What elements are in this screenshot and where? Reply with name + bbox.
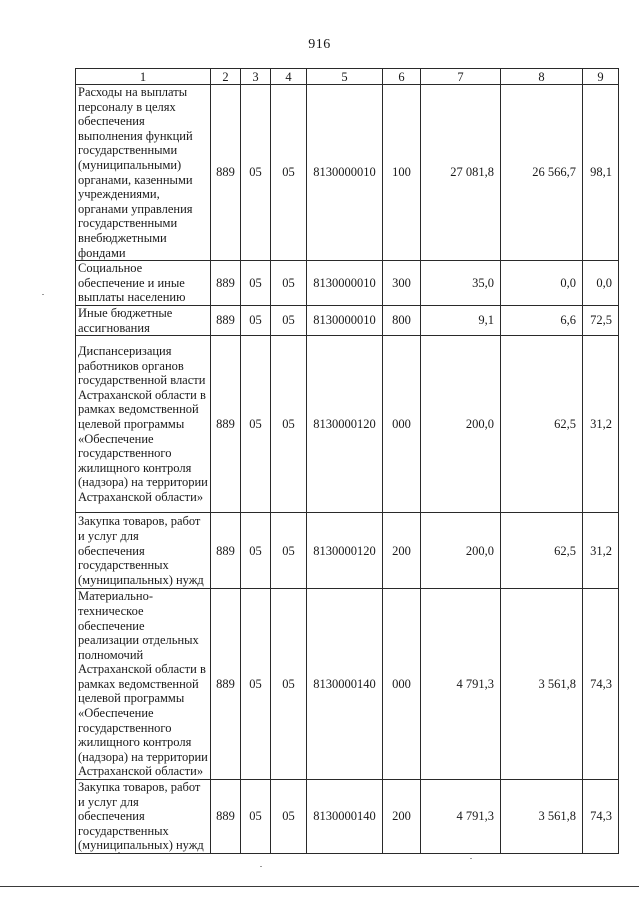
executed-amount: 3 561,8 [501, 780, 583, 854]
column-header: 7 [421, 69, 501, 85]
table-row [76, 261, 619, 306]
subsection-code: 05 [271, 306, 307, 336]
target-article-code: 8130000140 [307, 589, 383, 780]
target-article-code: 8130000010 [307, 306, 383, 336]
execution-percent: 72,5 [583, 306, 619, 336]
executed-amount: 62,5 [501, 336, 583, 513]
expense-type-code: 000 [383, 336, 421, 513]
expense-type-code: 200 [383, 780, 421, 854]
expense-type-code: 100 [383, 85, 421, 261]
target-article-code: 8130000140 [307, 780, 383, 854]
ministry-code: 889 [211, 261, 241, 306]
planned-amount: 200,0 [421, 513, 501, 589]
table-row [76, 306, 619, 336]
section-code: 05 [241, 780, 271, 854]
section-code: 05 [241, 261, 271, 306]
scan-speck [260, 866, 262, 867]
subsection-code: 05 [271, 513, 307, 589]
executed-amount: 26 566,7 [501, 85, 583, 261]
expense-type-code: 300 [383, 261, 421, 306]
section-code: 05 [241, 589, 271, 780]
ministry-code: 889 [211, 306, 241, 336]
expense-name: Материально-техническое обеспечение реализации отдельных полномочий Астраханской области в рамках ведомственной целевой программы «Обеспечение государственного жилищного контроля (надзора) на территории Астраханской области» [76, 589, 211, 780]
column-header: 2 [211, 69, 241, 85]
expense-name: Расходы на выплаты персоналу в целях обеспечения выполнения функций государственными (муниципальными) органами, казенными учреждениями, органами управления государственными внебюджетными фондами [76, 85, 211, 261]
expense-name: Закупка товаров, работ и услуг для обеспечения государственных (муниципальных) нужд [76, 513, 211, 589]
column-header: 4 [271, 69, 307, 85]
execution-percent: 0,0 [583, 261, 619, 306]
subsection-code: 05 [271, 261, 307, 306]
ministry-code: 889 [211, 513, 241, 589]
execution-percent: 74,3 [583, 589, 619, 780]
section-code: 05 [241, 336, 271, 513]
table-row [76, 336, 619, 513]
expense-type-code: 000 [383, 589, 421, 780]
executed-amount: 62,5 [501, 513, 583, 589]
ministry-code: 889 [211, 336, 241, 513]
planned-amount: 200,0 [421, 336, 501, 513]
planned-amount: 35,0 [421, 261, 501, 306]
target-article-code: 8130000010 [307, 261, 383, 306]
table-row [76, 85, 619, 261]
expense-name: Социальное обеспечение и иные выплаты населению [76, 261, 211, 306]
expense-type-code: 800 [383, 306, 421, 336]
scan-speck [42, 294, 44, 295]
table-row [76, 780, 619, 854]
ministry-code: 889 [211, 589, 241, 780]
subsection-code: 05 [271, 589, 307, 780]
planned-amount: 27 081,8 [421, 85, 501, 261]
section-code: 05 [241, 85, 271, 261]
planned-amount: 4 791,3 [421, 780, 501, 854]
expense-name: Закупка товаров, работ и услуг для обеспечения государственных (муниципальных) нужд [76, 780, 211, 854]
column-header: 1 [76, 69, 211, 85]
scan-speck [470, 858, 472, 859]
executed-amount: 3 561,8 [501, 589, 583, 780]
target-article-code: 8130000120 [307, 513, 383, 589]
table-row [76, 589, 619, 780]
expense-name: Иные бюджетные ассигнования [76, 306, 211, 336]
budget-table [75, 68, 619, 854]
column-header: 6 [383, 69, 421, 85]
executed-amount: 6,6 [501, 306, 583, 336]
expense-type-code: 200 [383, 513, 421, 589]
page-bottom-rule [0, 886, 639, 887]
page-number: 916 [308, 37, 331, 52]
execution-percent: 74,3 [583, 780, 619, 854]
planned-amount: 4 791,3 [421, 589, 501, 780]
column-header: 8 [501, 69, 583, 85]
planned-amount: 9,1 [421, 306, 501, 336]
execution-percent: 31,2 [583, 513, 619, 589]
subsection-code: 05 [271, 336, 307, 513]
expense-name: Диспансеризация работников органов государственной власти Астраханской области в рамках ведомственной целевой программы «Обеспечение государственного жилищного контроля (надзора) на территории Астраханской области» [76, 336, 211, 513]
execution-percent: 98,1 [583, 85, 619, 261]
section-code: 05 [241, 513, 271, 589]
execution-percent: 31,2 [583, 336, 619, 513]
target-article-code: 8130000120 [307, 336, 383, 513]
scan-speck [118, 852, 120, 853]
ministry-code: 889 [211, 780, 241, 854]
subsection-code: 05 [271, 780, 307, 854]
executed-amount: 0,0 [501, 261, 583, 306]
column-header: 5 [307, 69, 383, 85]
section-code: 05 [241, 306, 271, 336]
table-header-row [76, 69, 619, 85]
column-header: 9 [583, 69, 619, 85]
ministry-code: 889 [211, 85, 241, 261]
table-row [76, 513, 619, 589]
target-article-code: 8130000010 [307, 85, 383, 261]
subsection-code: 05 [271, 85, 307, 261]
column-header: 3 [241, 69, 271, 85]
